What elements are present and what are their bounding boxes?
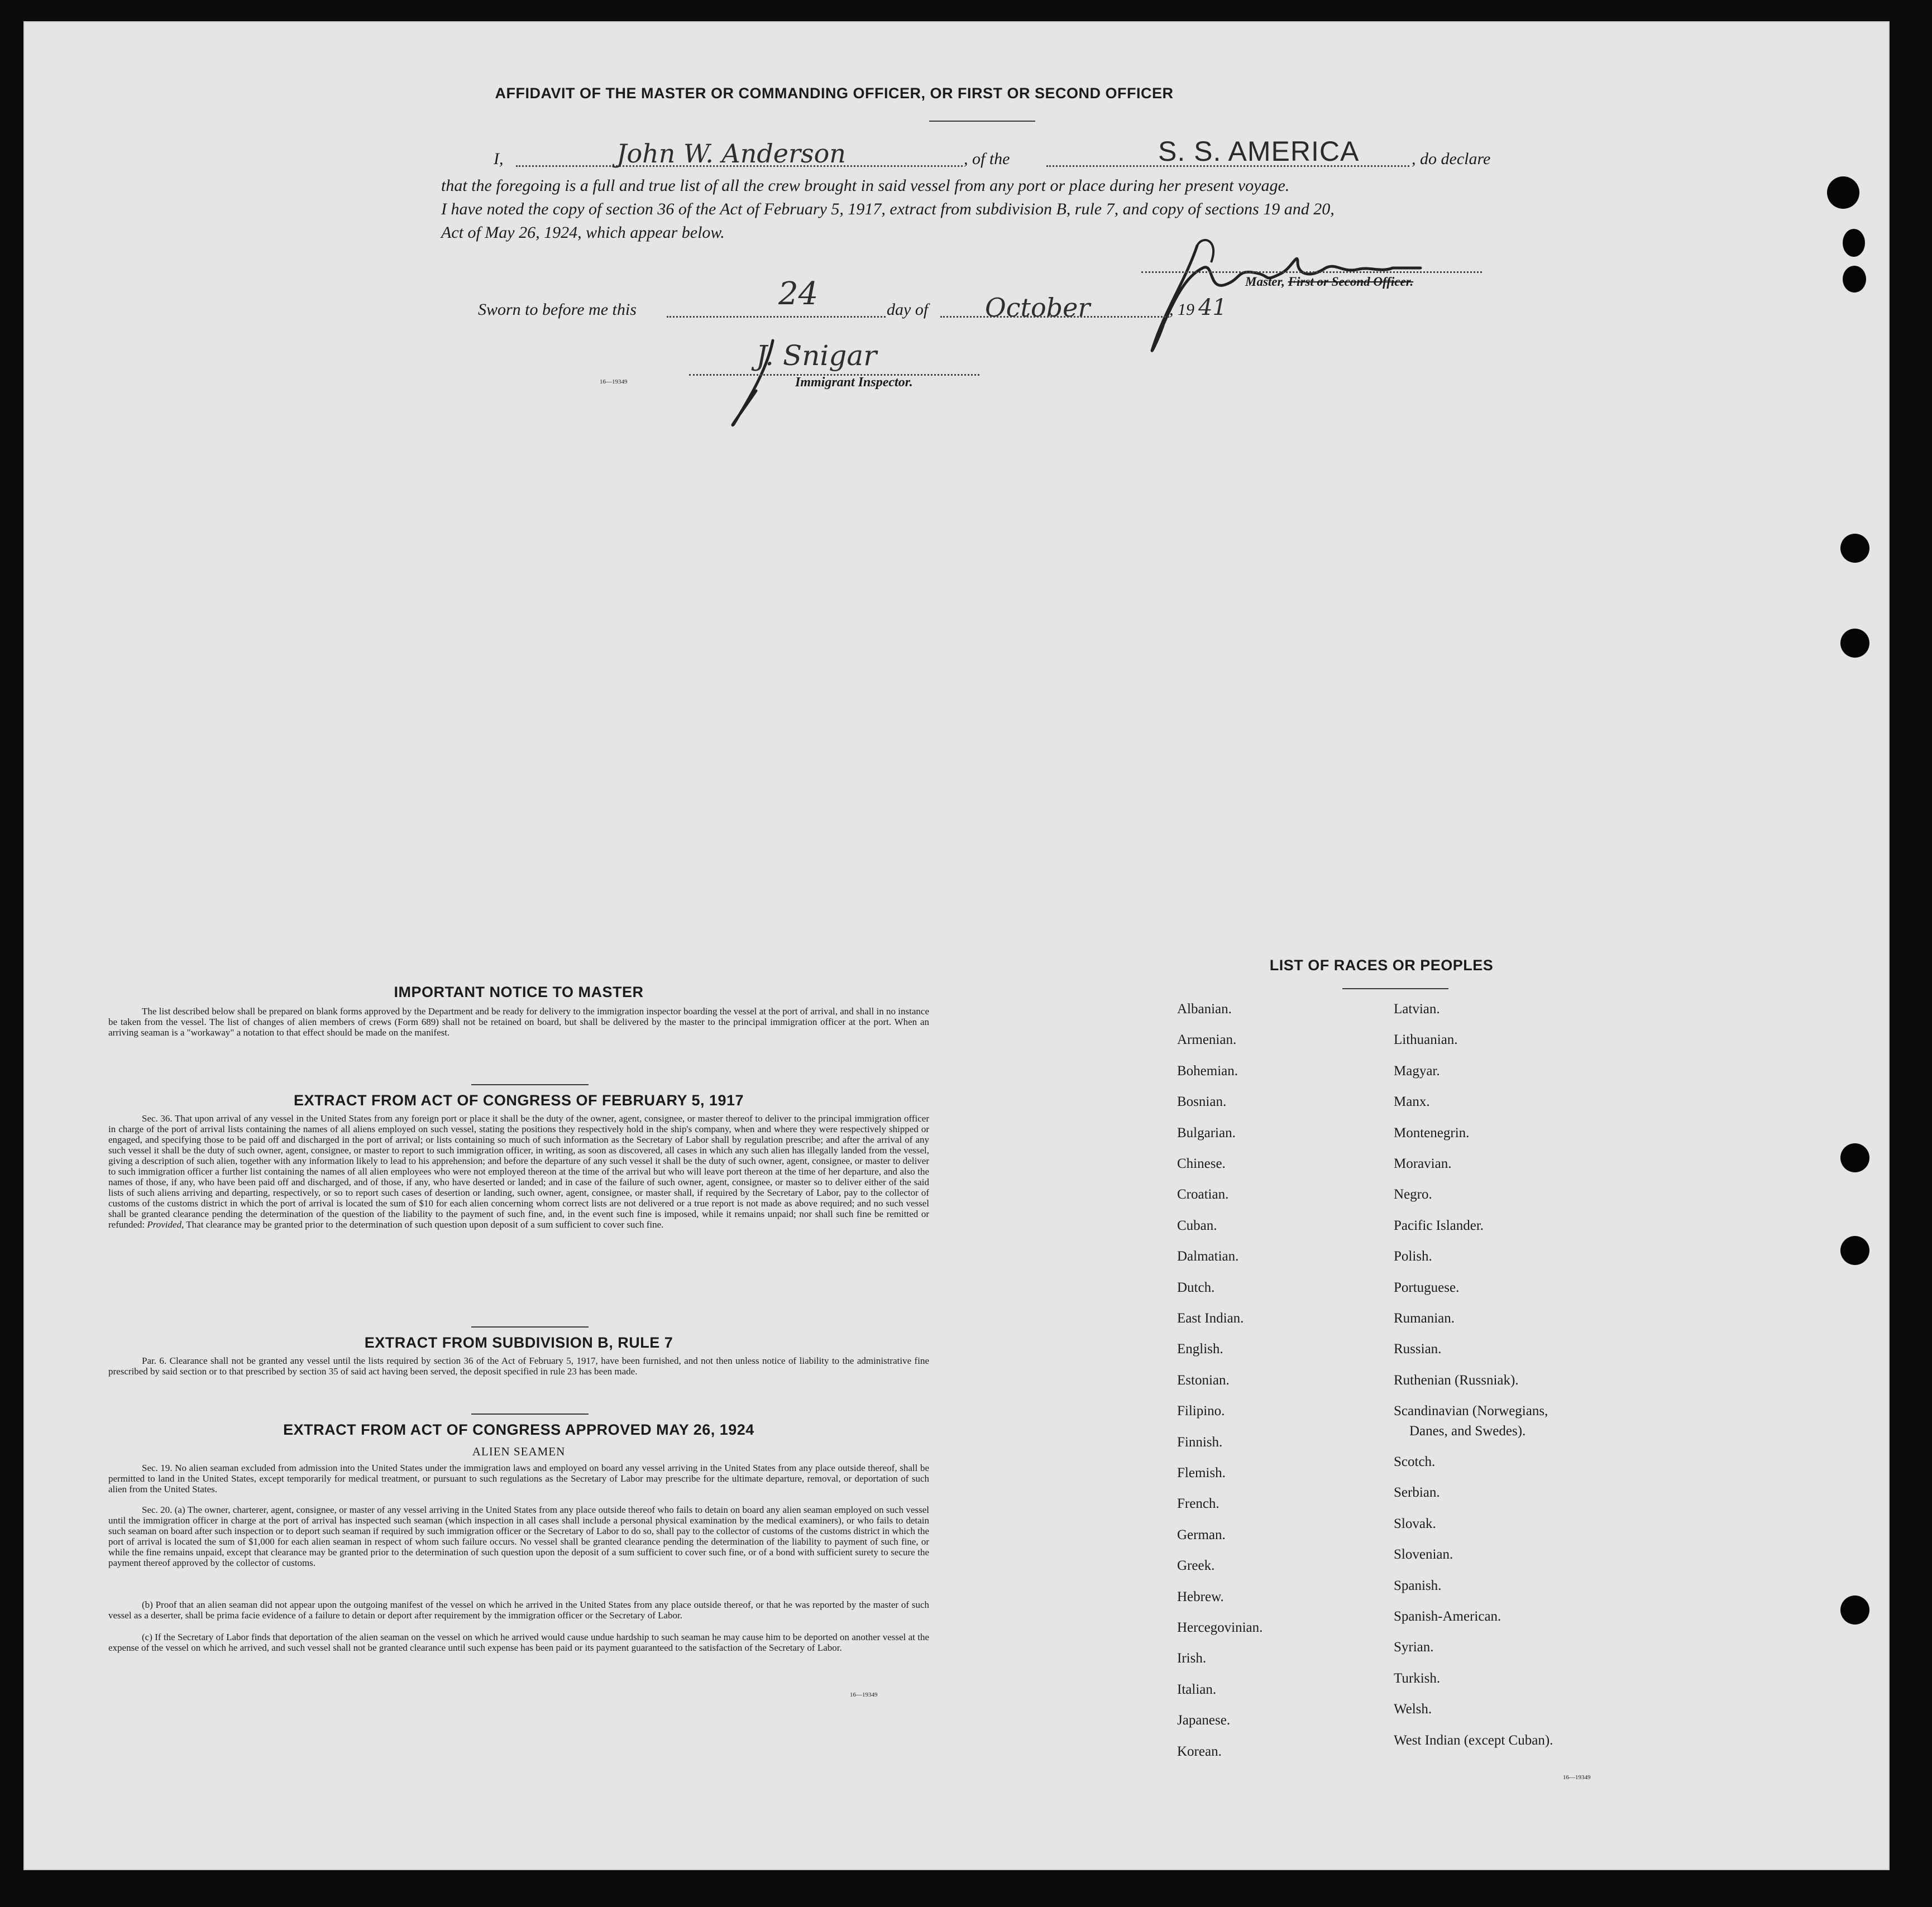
race-item: Finnish. <box>1177 1434 1223 1450</box>
race-item: Moravian. <box>1394 1156 1452 1171</box>
races-heading: LIST OF RACES OR PEOPLES <box>1269 957 1494 974</box>
binder-hole <box>1843 266 1866 293</box>
race-item: Korean. <box>1177 1743 1222 1759</box>
race-item: Welsh. <box>1394 1702 1432 1717</box>
race-item: Rumanian. <box>1394 1311 1455 1326</box>
sworn-year-handwritten: 41 <box>1198 295 1227 320</box>
sec20a-text: Sec. 20. (a) The owner, charterer, agent, consignee, or master of any vessel arriving in the United States from any place outside thereof who fails to detain on board any alien seaman employed on such vessel until the immigration officer in charge at the port of arrival has inspected such seaman (which inspection in all cases shall include a personal physical examination by the medical examiners), or who fails to detain such seaman on board after such inspection or to deport such seaman if required by such immigration officer or the Secretary of Labor to do so, shall pay to the collector of customs of the customs district in which the port of arrival is located the sum of $1,000 for each alien seaman in respect of whom such failure occurs. No vessel shall be granted clearance pending the determination of the liability to payment of such fine, or while the fine remains unpaid, except that clearance may be granted prior to the determination of such question upon the deposit of a sum sufficient to cover such fine, or of a bond with sufficient surety to secure the payment thereof approved by the collector of customs. <box>108 1504 929 1568</box>
race-item: Flemish. <box>1177 1465 1226 1480</box>
race-item: German. <box>1177 1527 1226 1542</box>
master-signature-line <box>1141 271 1482 273</box>
race-item: Pacific Islander. <box>1394 1218 1484 1233</box>
race-item: Albanian. <box>1177 1002 1232 1017</box>
affidavit-line-4: Act of May 26, 1924, which appear below. <box>441 223 725 242</box>
races-divider <box>1342 988 1448 989</box>
race-item: Filipino. <box>1177 1403 1225 1419</box>
vessel-name-stamp: S. S. AMERICA <box>1158 136 1360 167</box>
extract-1917-proviso: That clearance may be granted prior to the determination of such question upon deposit of a sum sufficient to cover such fine. <box>186 1219 664 1230</box>
race-item: Estonian. <box>1177 1372 1230 1388</box>
race-item: Magyar. <box>1394 1063 1440 1079</box>
day-blank-line <box>667 316 886 318</box>
race-item: Italian. <box>1177 1681 1217 1697</box>
sworn-day-handwritten: 24 <box>778 276 819 312</box>
race-item: Dutch. <box>1177 1280 1215 1295</box>
master-label-text: Master, <box>1245 275 1285 289</box>
binder-hole <box>1827 176 1859 209</box>
affidavit-form-number: 16—19349 <box>600 378 628 385</box>
extract-1917-heading: EXTRACT FROM ACT OF CONGRESS OF FEBRUARY 5, 1917 <box>293 1092 744 1109</box>
affidavit-do-declare: , do declare <box>1412 150 1491 168</box>
race-item: French. <box>1177 1496 1220 1512</box>
master-signature <box>1130 229 1443 357</box>
race-item: Ruthenian (Russniak). <box>1394 1372 1519 1388</box>
race-item: Syrian. <box>1394 1640 1434 1655</box>
extract-1917-text <box>108 1113 929 1230</box>
sec20c-text: (c) If the Secretary of Labor finds that deportation of the alien seaman on the vessel on which he arrived would cause undue hardship to such seaman he may cause him to be deported on another vessel at the expense of the vessel on which he arrived, and such vessel shall not be granted clearance until such expense has been paid or its payment guaranteed to the satisfaction of the Secretary of Labor. <box>108 1632 929 1653</box>
affidavit-line-2: that the foregoing is a full and true list of all the crew brought in said vessel from any port or place during her present voyage. <box>441 176 1290 195</box>
race-item: Scandinavian (Norwegians, <box>1394 1403 1548 1419</box>
sworn-month-handwritten: October <box>985 293 1091 323</box>
race-item: Cuban. <box>1177 1218 1217 1233</box>
race-item: Irish. <box>1177 1651 1207 1666</box>
affidavit-title: AFFIDAVIT OF THE MASTER OR COMMANDING OFFICER, OR FIRST OR SECOND OFFICER <box>495 85 1174 102</box>
extract-rule7-text: Par. 6. Clearance shall not be granted any vessel until the lists required by section 36 of the Act of February 5, 1917, have been furnished, and not then unless notice of liability to the administrative fine prescribed by said section or to that prescribed by section 35 of said act having been served, the deposit specified in rule 23 has been made. <box>108 1355 929 1377</box>
race-item: Bulgarian. <box>1177 1125 1236 1141</box>
race-item: Spanish-American. <box>1394 1609 1501 1624</box>
binder-hole <box>1840 629 1869 658</box>
affidavit-line-3: I have noted the copy of section 36 of the Act of February 5, 1917, extract from subdivision B, rule 7, and copy of sections 19 and 20, <box>441 200 1335 218</box>
struck-officer-text: First or Second Officer. <box>1288 275 1414 289</box>
race-item: Manx. <box>1394 1094 1430 1110</box>
day-of-label: day of <box>887 300 929 319</box>
race-item: Turkish. <box>1394 1670 1441 1686</box>
race-item: Danes, and Swedes). <box>1409 1423 1526 1439</box>
extract-1924-heading: EXTRACT FROM ACT OF CONGRESS APPROVED MAY 26, 1924 <box>283 1421 754 1438</box>
binder-hole <box>1840 1595 1869 1625</box>
divider-3 <box>471 1414 589 1415</box>
race-item: Russian. <box>1394 1341 1442 1357</box>
race-item: Japanese. <box>1177 1713 1231 1728</box>
alien-seamen-subheading: ALIEN SEAMEN <box>472 1445 566 1458</box>
race-item: Montenegrin. <box>1394 1125 1470 1141</box>
notice-text: The list described below shall be prepared on blank forms approved by the Department and be ready for delivery to the immigration inspector boarding the vessel at the port of arrival, and shall in no instance be taken from the vessel. The list of changes of alien members of crews (Form 689) shall not be retained on board, but shall be delivered by the master to the principal immigration officer at the port. When an arriving seaman is a "workaway" a notation to that effect should be made on the manifest. <box>108 1006 929 1038</box>
race-item: Croatian. <box>1177 1187 1229 1202</box>
extract-rule7-heading: EXTRACT FROM SUBDIVISION B, RULE 7 <box>364 1334 673 1351</box>
race-item: Bosnian. <box>1177 1094 1227 1110</box>
binder-hole <box>1843 229 1865 257</box>
race-item: Latvian. <box>1394 1002 1440 1017</box>
race-item: Lithuanian. <box>1394 1032 1458 1048</box>
binder-hole <box>1840 1236 1869 1265</box>
sec19-text: Sec. 19. No alien seaman excluded from admission into the United States under the immigration laws and employed on board any vessel arriving in the United States from any place outside thereof, shall be permitted to land in the United States, except temporarily for medical treatment, or pursuant to such regulations as the Secretary of Labor may prescribe for the ultimate departure, removal, or deportation of such alien from the United States. <box>108 1463 929 1494</box>
notice-heading: IMPORTANT NOTICE TO MASTER <box>394 984 644 1000</box>
extract-1917-body: Sec. 36. That upon arrival of any vessel in the United States from any foreign port or place it shall be the duty of the owner, agent, consignee, or master thereof to deliver to the principal immigration officer in charge of the port of arrival lists containing the names of all aliens employed on such vessel, stating the positions they respectively hold in the ship's company, when and where they were respectively shipped or engaged, and specifying those to be paid off and discharged in the port of arrival; or lists containing so much of such information as the Secretary of Labor shall by regulation prescribe; and after the arrival of any such vessel it shall be the duty of such owner, agent, consignee, or master to report to such immigration officer, in writing, as soon as discovered, all cases in which any such alien has illegally landed from the vessel, giving a description of such alien, together with any information likely to lead to his apprehension; and before the departure of any such vessel it shall be the duty of such owner, agent, consignee, or master to deliver to such immigration officer a further list containing the names of all alien employees who were not employed thereon at the time of the arrival but who will leave port thereon at the time of her departure, and also the names of those, if any, who have been paid off and discharged, and of those, if any, who have deserted or landed; and in case of the failure of such owner, agent, consignee, or master so to deliver either of the said lists of such aliens arriving and departing, respectively, or so to report such cases of desertion or landing, such owner, agent, consignee, or master shall, if required by the Secretary of Labor, pay to the collector of customs of the customs district in which the port of arrival is located the sum of $10 for each alien concerning whom correct lists are not delivered or a true report is not made as above required; and no such vessel shall be granted clearance pending the determination of the question of the liability to the payment of such fine, and, in the event such fine is imposed, while it remains unpaid; nor shall such fine be remitted or refunded: <box>108 1113 929 1230</box>
race-item: Greek. <box>1177 1558 1215 1574</box>
affidavit-i: I, <box>494 150 504 168</box>
sworn-prefix: Sworn to before me this <box>478 300 637 319</box>
race-item: Chinese. <box>1177 1156 1226 1171</box>
race-item: Hercegovinian. <box>1177 1620 1263 1635</box>
declarant-name-handwritten: John W. Anderson <box>616 138 846 169</box>
inspector-label: Immigrant Inspector. <box>795 375 913 390</box>
race-item: West Indian (except Cuban). <box>1394 1732 1553 1748</box>
race-item: East Indian. <box>1177 1311 1244 1326</box>
race-item: Scotch. <box>1394 1454 1436 1469</box>
divider-2 <box>471 1326 589 1328</box>
affidavit-of-the: , of the <box>964 150 1010 168</box>
race-item: Serbian. <box>1394 1485 1440 1501</box>
race-item: Slovenian. <box>1394 1547 1453 1563</box>
race-item: English. <box>1177 1341 1223 1357</box>
race-item: Portuguese. <box>1394 1280 1460 1295</box>
proviso-word: Provided, <box>147 1219 184 1230</box>
master-label <box>1245 275 1413 289</box>
sec20b-text: (b) Proof that an alien seaman did not appear upon the outgoing manifest of the vessel on which he arrived in the United States from any place outside thereof, or that he was reported by the master of such vessel as a deserter, shall be prima facie evidence of a failure to detain or deport after requirement by the immigration officer or the Secretary of Labor. <box>108 1599 929 1621</box>
race-item: Armenian. <box>1177 1032 1237 1048</box>
race-item: Slovak. <box>1394 1516 1436 1531</box>
document-page <box>23 21 1890 1870</box>
race-item: Negro. <box>1394 1187 1432 1202</box>
sworn-year-prefix: , 19 <box>1169 300 1194 319</box>
inspector-signature: J. Snigar <box>756 339 877 372</box>
binder-hole <box>1840 534 1869 563</box>
race-item: Dalmatian. <box>1177 1249 1239 1264</box>
title-divider <box>929 121 1035 122</box>
race-item: Polish. <box>1394 1249 1432 1264</box>
race-item: Hebrew. <box>1177 1589 1224 1604</box>
extract-form-number: 16—19349 <box>850 1692 878 1698</box>
race-item: Bohemian. <box>1177 1063 1238 1079</box>
races-form-number: 16—19349 <box>1563 1774 1591 1781</box>
binder-hole <box>1840 1143 1869 1172</box>
race-item: Spanish. <box>1394 1578 1442 1593</box>
divider-1 <box>471 1084 589 1085</box>
